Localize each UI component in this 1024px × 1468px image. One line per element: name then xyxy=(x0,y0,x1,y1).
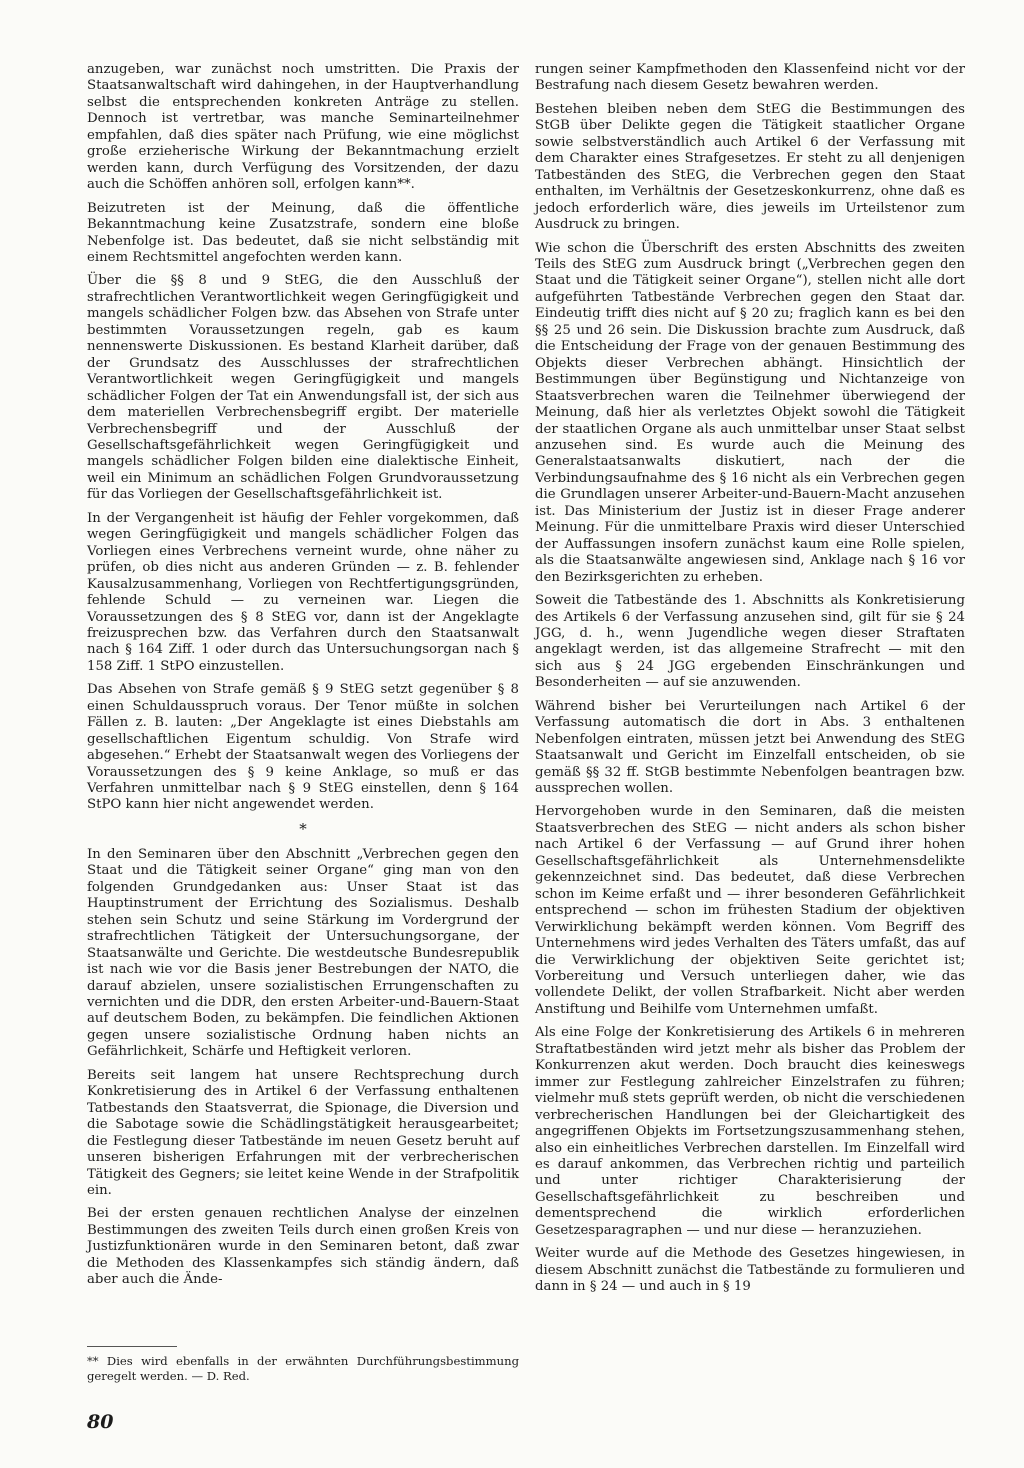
paragraph: Bestehen bleiben neben dem StEG die Bestimmungen des StGB über Delikte gegen die Tätigkeit staatlicher Organe sowie selbstverständlich auch Artikel 6 der Verfassung mit dem Charakter eines Strafgesetzes. Er steht zu all denjenigen Tatbeständen des StEG, die Verbrechen gegen den Staat enthalten, im Verhältnis der Gesetzeskonkurrenz, ohne daß es jedoch erforderlich wäre, dies jeweils im Urteilstenor zum Ausdruck zu bringen. xyxy=(535,101,965,233)
paragraph: In den Seminaren über den Abschnitt „Verbrechen gegen den Staat und die Tätigkeit seiner Organe“ ging man von den folgenden Grundgedanken aus: Unser Staat ist das Hauptinstrument der Errichtung des Sozialismus. Deshalb stehen sein Schutz und seine Stärkung im Vordergrund der strafrechtlichen Tätigkeit der Untersuchungsorgane, der Staatsanwälte und Gerichte. Die westdeutsche Bundesrepublik ist nach wie vor die Basis jener Bestrebungen der NATO, die darauf abzielen, unsere sozialistischen Errungenschaften zu vernichten und die DDR, den ersten Arbeiter-und-Bauern-Staat auf deutschem Boden, zu bekämpfen. Die feindlichen Aktionen gegen unsere sozialistische Ordnung haben nichts an Gefährlichkeit, Schärfe und Heftigkeit verloren. xyxy=(87,846,519,1060)
paragraph: Bei der ersten genauen rechtlichen Analyse der einzelnen Bestimmungen des zweiten Teils durch einen großen Kreis von Justizfunktionären wurde in den Seminaren betont, daß zwar die Methoden des Klassenkampfes sich ständig ändern, daß aber auch die Ände- xyxy=(87,1206,519,1288)
paragraph: In der Vergangenheit ist häufig der Fehler vorgekommen, daß wegen Geringfügigkeit und mangels schädlicher Folgen das Vorliegen eines Verbrechens verneint wurde, ohne näher zu prüfen, ob dies nicht aus anderen Gründen — z. B. fehlender Kausalzusammenhang, Vorliegen von Rechtfertigungsgründen, fehlende Schuld — zu verneinen war. Liegen die Voraussetzungen des § 8 StEG vor, dann ist der Angeklagte freizusprechen bzw. das Verfahren durch den Staatsanwalt nach § 164 Ziff. 1 oder durch das Untersuchungsorgan nach § 158 Ziff. 1 StPO einzustellen. xyxy=(87,510,519,674)
right-column xyxy=(535,62,965,1303)
footnote: ** Dies wird ebenfalls in der erwähnten Durchführungsbestimmung geregelt werden. — D. Red. xyxy=(87,1354,519,1383)
paragraph: Wie schon die Überschrift des ersten Abschnitts des zweiten Teils des StEG zum Ausdruck bringt („Verbrechen gegen den Staat und die Tätigkeit seiner Organe“), stellen nicht alle dort aufgeführten Tatbestände Verbrechen gegen den Staat dar. Eindeutig trifft dies nicht auf § 20 zu; fraglich kann es bei den §§ 25 und 26 sein. Die Diskussion brachte zum Ausdruck, daß die Entscheidung der Frage von der genauen Bestimmung des Objekts dieser Verbrechen abhängt. Hinsichtlich der Bestimmungen über Begünstigung und Nichtanzeige von Staatsverbrechen waren die Teilnehmer überwiegend der Meinung, daß hier als verletztes Objekt sowohl die Tätigkeit der staatlichen Organe als auch unmittelbar unser Staat selbst anzusehen sind. Es wurde auch die Meinung des Generalstaatsanwalts diskutiert, nach der die Verbindungsaufnahme des § 16 nicht als ein Verbrechen gegen die Grundlagen unserer Arbeiter-und-Bauern-Macht anzusehen ist. Das Ministerium der Justiz ist in dieser Frage anderer Meinung. Für die unmittelbare Praxis wird dieser Unterschied der Auffassungen insofern zunächst kaum eine Rolle spielen, als die Staatsanwälte angewiesen sind, Anklage nach § 16 vor den Bezirksgerichten zu erheben. xyxy=(535,240,965,585)
footnote-divider xyxy=(87,1346,177,1347)
section-separator: * xyxy=(299,819,307,838)
left-column xyxy=(87,62,519,1296)
paragraph: anzugeben, war zunächst noch umstritten. Die Praxis der Staatsanwaltschaft wird dahingehen, in der Hauptverhandlung selbst die entsprechenden konkreten Anträge zu stellen. Dennoch ist vertretbar, was manche Seminarteilnehmer empfahlen, daß dies später nach Prüfung, wie eine möglichst große erzieherische Wirkung der Bekanntmachung erzielt werden kann, durch Verfügung des Vorsitzenden, der dazu auch die Schöffen anhören soll, erfolgen kann**. xyxy=(87,62,519,193)
paragraph: Als eine Folge der Konkretisierung des Artikels 6 in mehreren Straftatbeständen wird jetzt mehr als bisher das Problem der Konkurrenzen akut werden. Doch braucht dies keineswegs immer zur Festlegung zahlreicher Einzelstrafen zu führen; vielmehr muß stets geprüft werden, ob nicht die verschiedenen verbrecherischen Handlungen bei der Gleichartigkeit des angegriffenen Objekts im Fortsetzungszusammenhang stehen, also ein einheitliches Verbrechen darstellen. Im Einzelfall wird es darauf ankommen, das Verbrechen richtig und parteilich und unter richtiger Charakterisierung der Gesellschaftsgefährlichkeit zu beschreiben und dementsprechend die wirklich erforderlichen Gesetzesparagraphen — und nur diese — heranzuziehen. xyxy=(535,1025,965,1238)
paragraph: Bereits seit langem hat unsere Rechtsprechung durch Konkretisierung des in Artikel 6 der Verfassung enthaltenen Tatbestands den Staatsverrat, die Spionage, die Diversion und die Sabotage sowie die Schädlingstätigkeit herausgearbeitet; die Festlegung dieser Tatbestände im neuen Gesetz beruht auf unseren bisherigen Erfahrungen mit der verbrecherischen Tätigkeit des Gegners; sie leitet keine Wende in der Strafpolitik ein. xyxy=(87,1067,519,1198)
paragraph: Hervorgehoben wurde in den Seminaren, daß die meisten Staatsverbrechen des StEG — nicht anders als schon bisher nach Artikel 6 der Verfassung — auf Grund ihrer hohen Gesellschaftsgefährlichkeit als Unternehmensdelikte gekennzeichnet sind. Das bedeutet, daß diese Verbrechen schon im Keime erfaßt und — ihrer besonderen Gefährlichkeit entsprechend — schon im frühesten Stadium der objektiven Verwirklichung bekämpft werden können. Vom Begriff des Unternehmens wird jedes Verhalten des Täters umfaßt, das auf die Verwirklichung der objektiven Seite gerichtet ist; Vorbereitung und Versuch unterliegen daher, wie das vollendete Delikt, der vollen Strafbarkeit. Nicht aber werden Anstiftung und Beihilfe vom Unternehmen umfaßt. xyxy=(535,804,965,1017)
paragraph: Weiter wurde auf die Methode des Gesetzes hingewiesen, in diesem Abschnitt zunächst die Tatbestände zu formulieren und dann in § 24 — und auch in § 19 xyxy=(535,1246,965,1295)
paragraph: Über die §§ 8 und 9 StEG, die den Ausschluß der strafrechtlichen Verantwortlichkeit wegen Geringfügigkeit und mangels schädlicher Folgen bzw. das Absehen von Strafe unter bestimmten Voraussetzungen regeln, gab es kaum nennenswerte Diskussionen. Es bestand Klarheit darüber, daß der Grundsatz des Ausschlusses der strafrechtlichen Verantwortlichkeit wegen Geringfügigkeit und mangels schädlicher Folgen der Tat ein Anwendungsfall ist, der sich aus dem materiellen Verbrechensbegriff ergibt. Der materielle Verbrechensbegriff und der Ausschluß der Gesellschaftsgefährlichkeit wegen Geringfügigkeit und mangels schädlicher Folgen bilden eine dialektische Einheit, weil ein Minimum an schädlichen Folgen Grundvoraussetzung für das Vorliegen der Gesellschaftsgefährlichkeit ist. xyxy=(87,273,519,503)
paragraph: Beizutreten ist der Meinung, daß die öffentliche Bekanntmachung keine Zusatzstrafe, sondern eine bloße Nebenfolge ist. Das bedeutet, daß sie nicht selbständig mit einem Rechtsmittel angefochten werden kann. xyxy=(87,200,519,265)
paragraph: Während bisher bei Verurteilungen nach Artikel 6 der Verfassung automatisch die dort in Abs. 3 enthaltenen Nebenfolgen eintraten, müssen jetzt bei Anwendung des StEG Staatsanwalt und Gericht im Einzelfall entscheiden, ob sie gemäß §§ 32 ff. StGB bestimmte Nebenfolgen beantragen bzw. aussprechen wollen. xyxy=(535,698,965,797)
paragraph: Das Absehen von Strafe gemäß § 9 StEG setzt gegenüber § 8 einen Schuldausspruch voraus. Der Tenor müßte in solchen Fällen z. B. lauten: „Der Angeklagte ist eines Diebstahls am gesellschaftlichen Eigentum schuldig. Von Strafe wird abgesehen.“ Erhebt der Staatsanwalt wegen des Vorliegens der Voraussetzungen des § 9 keine Anklage, so muß er das Verfahren unmittelbar nach § 9 StEG einstellen, denn § 164 StPO kann hier nicht angewendet werden. xyxy=(87,682,519,813)
paragraph: rungen seiner Kampfmethoden den Klassenfeind nicht vor der Bestrafung nach diesem Gesetz bewahren werden. xyxy=(535,62,965,94)
page-number: 80 xyxy=(87,1411,114,1433)
paragraph: Soweit die Tatbestände des 1. Abschnitts als Konkretisierung des Artikels 6 der Verfassung anzusehen sind, gilt für sie § 24 JGG, d. h., wenn Jugendliche wegen dieser Straftaten angeklagt werden, ist das allgemeine Strafrecht — mit den sich aus § 24 JGG ergebenden Einschränkungen und Besonderheiten — auf sie anzuwenden. xyxy=(535,593,965,691)
